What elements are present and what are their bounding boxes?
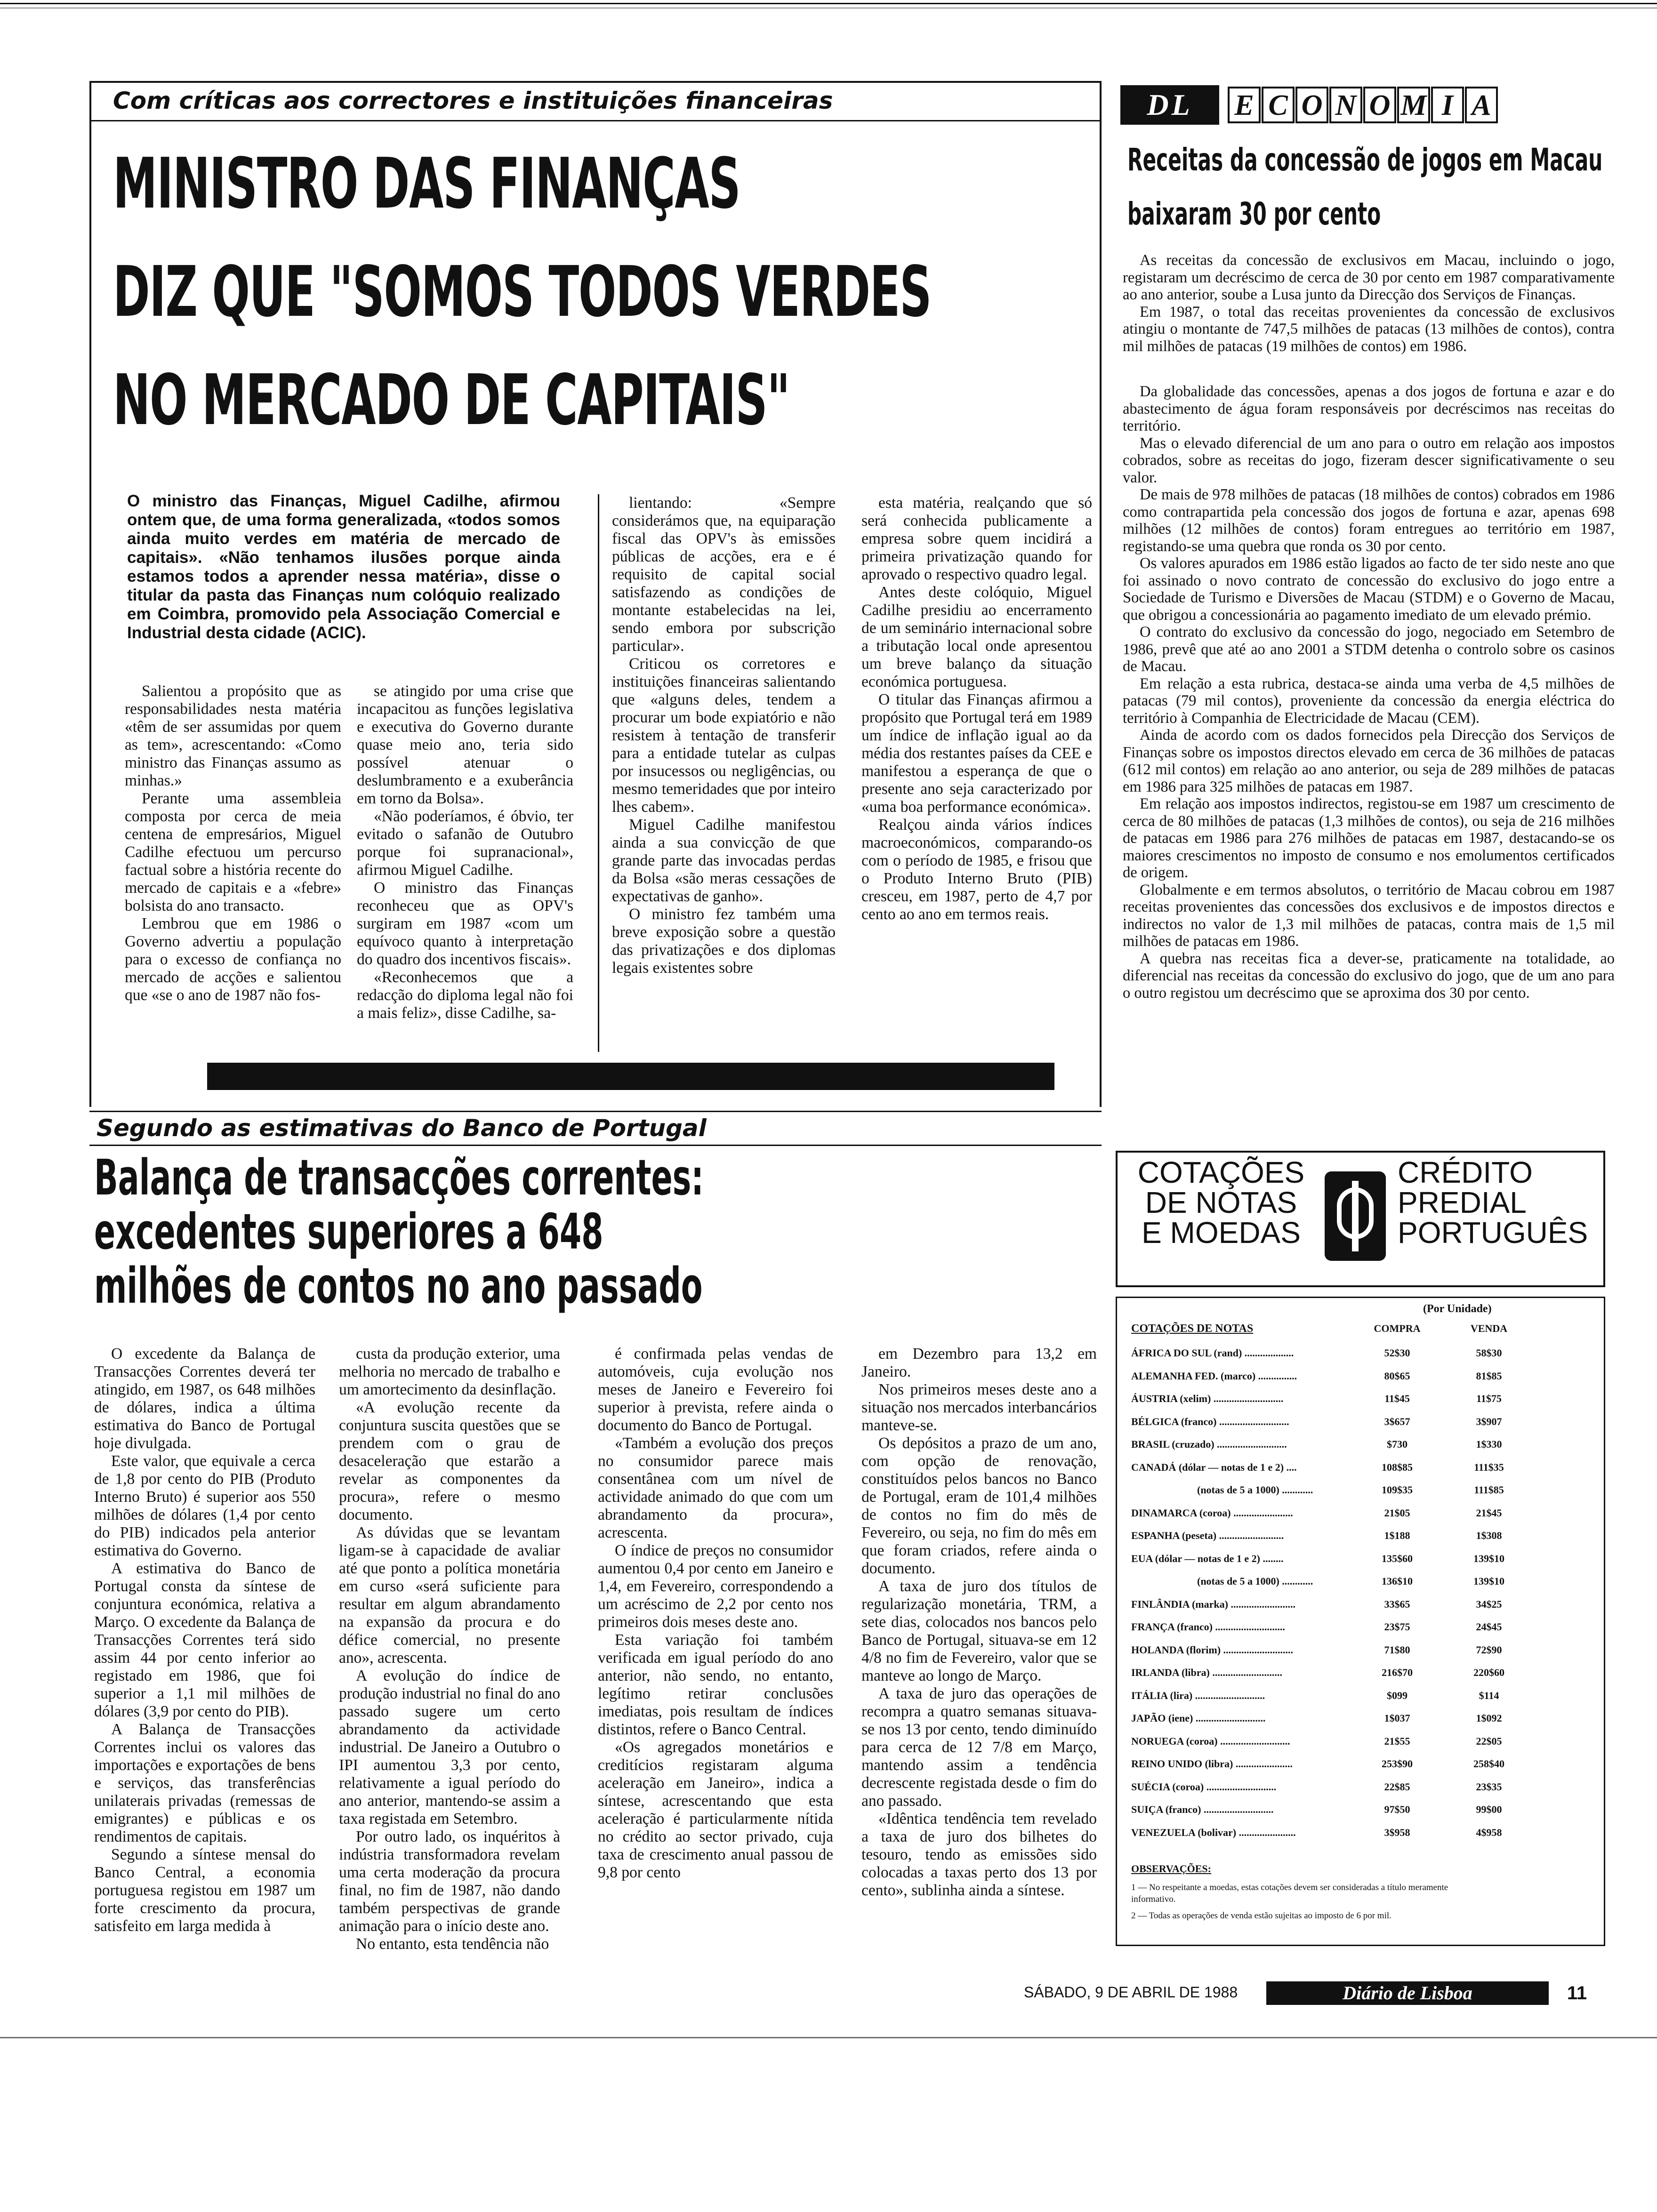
sell-rate: 11$75 (1476, 1393, 1502, 1404)
buy-rate: 52$30 (1384, 1347, 1410, 1359)
rate-row (1131, 1367, 1597, 1386)
balanca-top-rule (89, 1111, 1102, 1112)
paragraph: «A evolução recente da conjuntura suscita questões que se prendem com o grau de desaceleração que estarão a revelar as componentes da procura», refere o mesmo documento. (339, 1399, 560, 1523)
paragraph: A estimativa do Banco de Portugal consta da síntese de conjuntura económica, relativa a Março. O excedente da Balança de Transacções Correntes terá sido assim 44 por cento inferior ao registado em 1986, que foi superior a 1,1 mil milhões de dólares (3,9 por cento do PIB). (94, 1560, 315, 1720)
bank-name-line: PORTUGUÊS (1398, 1216, 1588, 1250)
currency-name: ITÁLIA (lira) ........................... (1131, 1689, 1265, 1701)
section-letter: C (1262, 87, 1295, 123)
sell-rate: 111$35 (1474, 1461, 1504, 1473)
paragraph: é confirmada pelas vendas de automóveis, cuja evolução nos meses de Janeiro e Fevereiro foi superior à prevista, refere ainda o documento do Banco de Portugal. (598, 1345, 833, 1434)
paragraph: lientando: «Sempre considerámos que, na equiparação fiscal das OPV's às emissões públicas de acções, era e é requisito de capital social satisfazendo as condições de montante estabelecidas na lei, sendo embora por subscrição particular». (612, 494, 836, 655)
paragraph: Salientou a propósito que as responsabilidades nesta matéria «têm de ser assumidas por quem as tem», acrescentando: «Como ministro das Finanças assumo as minhas.» (125, 682, 341, 789)
currency-name: (notas de 5 a 1000) ............ (1197, 1484, 1313, 1496)
rate-row (1131, 1458, 1597, 1477)
buy-rate: 3$657 (1384, 1415, 1410, 1427)
paragraph: se atingido por uma crise que incapacitou as funções legislativa e executiva do Governo durante quase meio ano, teria sido possível atenuar o deslumbramento e a exuberância em torno da Bolsa». (357, 682, 573, 807)
balanca-headline-line-3: milhões de contos no ano passado (94, 1257, 703, 1314)
buy-rate: 21$55 (1384, 1735, 1410, 1747)
buy-rate: $730 (1387, 1438, 1408, 1450)
paragraph: «Os agregados monetários e creditícios registaram alguma aceleração em Janeiro», indica a síntese, acrescentando que esta aceleração é particularmente nítida no crédito ao sector privado, cuja taxa de crescimento anual passou de 9,8 por cento (598, 1739, 833, 1881)
rate-row (1131, 1618, 1597, 1636)
buy-rate: 1$188 (1384, 1530, 1410, 1541)
paragraph: O índice de preços no consumidor aumentou 0,4 por cento em Janeiro e 1,4, em Fevereiro, correspondendo a um acréscimo de 2,2 por cento nos primeiros dois meses deste ano. (598, 1542, 833, 1631)
currency-name: FINLÂNDIA (marka) ......................... (1131, 1598, 1295, 1610)
paragraph: «Reconhecemos que a redacção do diploma legal não foi a mais feliz», disse Cadilhe, sa- (357, 969, 573, 1022)
kicker-underline (89, 120, 1102, 121)
paragraph: «Também a evolução dos preços no consumidor parece mais consentânea com um nível de actividade animado do que com um abrandamento da procura», acrescenta. (598, 1435, 833, 1541)
cotacoes-title (1127, 1157, 1315, 1248)
bank-logo-icon (1325, 1171, 1386, 1261)
buy-rate: 135$60 (1382, 1552, 1413, 1564)
cotacoes-title-line: E MOEDAS (1142, 1216, 1301, 1250)
rate-row (1131, 1663, 1597, 1682)
cotacoes-title-line: COTAÇÕES (1137, 1155, 1305, 1189)
page-number: 11 (1567, 1983, 1587, 2004)
rates-unit: (Por Unidade) (1423, 1303, 1492, 1315)
sell-rate: 34$25 (1476, 1598, 1502, 1610)
paragraph: Este valor, que equivale a cerca de 1,8 por cento do PIB (Produto Interno Bruto) é superior aos 550 milhões de dólares (1,4 por cento do PIB) indicados pela anterior estimativa do Governo. (94, 1452, 315, 1559)
paragraph: Os depósitos a prazo de um ano, com opção de renovação, constituídos pelos bancos no Banco de Portugal, eram de 101,4 milhões de contos no fim do mês de Fevereiro, ou seja, no fim do mês em que foram criados, refere ainda o documento. (861, 1435, 1097, 1577)
rate-row (1131, 1572, 1597, 1591)
balanca-col-4 (861, 1345, 1097, 1899)
paragraph: em Dezembro para 13,2 em Janeiro. (861, 1345, 1097, 1380)
paragraph: Ainda de acordo com os dados fornecidos pela Direcção dos Serviços de Finanças sobre os impostos directos elevado em cerca de 36 milhões de patacas (612 mil contos) em relação ao ano anterior, ou seja de 289 milhões de patacas em 1986 para 325 milhões de patacas em 1987. (1123, 727, 1615, 795)
paragraph: Por outro lado, os inquéritos à indústria transformadora revelam uma certa moderação da procura final, no fim de 1987, não dando também perspectivas de grande animação para o início deste ano. (339, 1828, 560, 1935)
section-letter: M (1397, 87, 1430, 123)
paragraph: «Idêntica tendência tem revelado a taxa de juro dos bilhetes do tesouro, tendo as emissões sido colocadas a taxas perto dos 13 por cento», sublinha ainda a síntese. (861, 1810, 1097, 1899)
main-headline-line-3: NO MERCADO DE CAPITAIS" (113, 360, 790, 441)
currency-name: SUÉCIA (coroa) ........................... (1131, 1780, 1277, 1793)
sell-rate: $114 (1479, 1689, 1499, 1701)
buy-rate: 80$65 (1384, 1370, 1410, 1382)
buy-rate: 3$958 (1384, 1826, 1410, 1838)
observacao: 1 — No respeitante a moedas, estas cotações devem ser consideradas a título meramente informativo. (1131, 1883, 1448, 1904)
paragraph: De mais de 978 milhões de patacas (18 milhões de contos) cobrados em 1986 como contrapartida pela concessão dos jogos de fortuna e azar, apenas 698 milhões (12 milhões de contos) foram entregues ao território em 1987, registando-se uma quebra que ronda os 30 por cento. (1123, 486, 1615, 555)
paragraph: O ministro das Finanças reconheceu que as OPV's surgiram em 1987 «com um equívoco quanto à interpretação do quadro dos incentivos fiscais». (357, 879, 573, 968)
main-col-4 (861, 494, 1092, 923)
sell-rate: 24$45 (1476, 1621, 1502, 1633)
rate-row (1131, 1412, 1597, 1431)
paragraph: As dúvidas que se levantam ligam-se à capacidade de avaliar até que ponto a política monetária em curso «será suficiente para resultar em algum abrandamento na expansão da procura e do défice comercial, no presente ano», acrescenta. (339, 1524, 560, 1667)
paragraph: custa da produção exterior, uma melhoria no mercado de trabalho e um amortecimento da desinflação. (339, 1345, 560, 1398)
paragraph: As receitas da concessão de exclusivos em Macau, incluindo o jogo, registaram um decréscimo de cerca de 30 por cento em 1987 comparativamente ao ano anterior, soube a Lusa junto da Direcção dos Serviços de Finanças. (1123, 252, 1615, 303)
main-headline-line-2: DIZ QUE "SOMOS TODOS VERDES (113, 251, 932, 332)
economia-banner (1120, 84, 1610, 126)
currency-name: FRANÇA (franco) ........................... (1131, 1621, 1285, 1633)
main-lead: O ministro das Finanças, Miguel Cadilhe, afirmou ontem que, de uma forma generalizada, «todos somos ainda muito verdes em matéria de mercado de capitais». «Não tenhamos ilusões porque ainda estamos todos a aprender nessa matéria», disse o titular da pasta das Finanças num colóquio realizado em Coimbra, promovido pela Associação Comercial e Industrial desta cidade (ACIC). (127, 492, 560, 642)
sell-rate: 1$308 (1476, 1530, 1502, 1541)
currency-name: HOLANDA (florim) ........................... (1131, 1643, 1294, 1656)
black-bar (207, 1063, 1054, 1090)
rates-header-buy: COMPRA (1374, 1322, 1421, 1334)
buy-rate: 71$80 (1384, 1643, 1410, 1656)
bottom-border (0, 2037, 1657, 2038)
paragraph: Miguel Cadilhe manifestou ainda a sua convicção de que grande parte das invocadas perdas da Bolsa «são meras cessações de expectativas de ganho». (612, 816, 836, 905)
rate-row (1131, 1549, 1597, 1568)
paragraph: Lembrou que em 1986 o Governo advertiu a população para o excesso de confiança no mercado de acções e salientou que «se o ano de 1987 não fos- (125, 915, 341, 1004)
buy-rate: $099 (1387, 1689, 1408, 1701)
buy-rate: 11$45 (1384, 1393, 1410, 1404)
balanca-col-2 (339, 1345, 560, 1953)
buy-rate: 1$037 (1384, 1712, 1410, 1724)
paragraph: Os valores apurados em 1986 estão ligados ao facto de ter sido neste ano que foi assinado o novo contrato de concessão do exclusivo do jogo entre a Sociedade de Turismo e Diversões de Macau (STDM) e o Governo de Macau, que obrigou a concessionária ao pagamento imediato de um elevado prémio. (1123, 555, 1615, 624)
sell-rate: 99$00 (1476, 1803, 1502, 1815)
main-col-1 (125, 682, 341, 1004)
currency-name: (notas de 5 a 1000) ............ (1197, 1575, 1313, 1587)
main-col-2 (357, 682, 573, 1022)
economia-section-title (1228, 87, 1498, 123)
paragraph: A Balança de Transacções Correntes inclui os valores das importações e exportações de bens e serviços, das transferências unilaterais privadas (remessas de emigrantes) e públicas e os rendimentos de capitais. (94, 1721, 315, 1845)
buy-rate: 108$85 (1382, 1461, 1413, 1473)
rates-table-box (1116, 1297, 1605, 1946)
paragraph: A taxa de juro dos títulos de regularização monetária, TRM, a sete dias, colocados nos bancos pelo Banco de Portugal, situava-se em 12 4/8 no fim de Fevereiro, valor que se manteve ao longo de Março. (861, 1578, 1097, 1684)
currency-name: IRLANDA (libra) ........................... (1131, 1667, 1282, 1678)
sell-rate: 111$85 (1474, 1484, 1504, 1496)
rate-row (1131, 1595, 1597, 1614)
sell-rate: 220$60 (1473, 1667, 1504, 1678)
buy-rate: 23$75 (1384, 1621, 1410, 1633)
section-letter: O (1363, 87, 1396, 123)
paragraph: Em 1987, o total das receitas provenientes da concessão de exclusivos atingiu o montante de 747,5 milhões de patacas (13 milhões de contos), contra mil milhões de patacas (19 milhões de contos) em 1986. (1123, 303, 1615, 355)
sell-rate: 258$40 (1473, 1758, 1504, 1770)
section-letter: N (1329, 87, 1362, 123)
currency-name: REINO UNIDO (libra) ...................... (1131, 1758, 1293, 1770)
paragraph: Em relação aos impostos indirectos, registou-se em 1987 um crescimento de cerca de 80 milhões de patacas (1,3 milhões de contos), ou seja de 216 milhões de patacas em 1986 para 276 milhões de patacas em 1987, destacando-se os maiores crescimentos no imposto de consumo e nos emolumentos certificados de origem. (1123, 795, 1615, 881)
bank-name-line: PREDIAL (1398, 1186, 1527, 1219)
section-letter: E (1228, 87, 1261, 123)
buy-rate: 253$90 (1382, 1758, 1413, 1770)
paragraph: A quebra nas receitas fica a dever-se, praticamente na totalidade, ao diferencial nas receitas da concessão do exclusivo do jogo, que de um ano para o outro registou um decréscimo que se aproxima dos 30 por cento. (1123, 950, 1615, 1002)
buy-rate: 22$85 (1384, 1780, 1410, 1793)
rate-row (1131, 1686, 1597, 1705)
balanca-headline (94, 1151, 1083, 1330)
currency-name: DINAMARCA (coroa) ....................... (1131, 1507, 1293, 1519)
currency-name: JAPÃO (iene) ........................... (1131, 1712, 1266, 1724)
paragraph: Esta variação foi também verificada em igual período do ano anterior, não sendo, no entanto, legítimo retirar conclusões imediatas, pois resultam de índices distintos, refere o Banco Central. (598, 1631, 833, 1738)
paragraph: Nos primeiros meses deste ano a situação nos mercados interbancários manteve-se. (861, 1381, 1097, 1434)
observacao: 2 — Todas as operações de venda estão sujeitas ao imposto de 6 por mil. (1131, 1911, 1392, 1921)
rate-row (1131, 1732, 1597, 1751)
paragraph: Criticou os corretores e instituições financeiras salientando que «alguns deles, tendem a procurar um bode expiatório e não resistem à tentação de transferir para a entidade tutelar as culpas por insucessos ou negligências, ou mesmo temeridades que por inteiro lhes cabem». (612, 655, 836, 816)
section-letter: A (1465, 87, 1498, 123)
economia-headline-line-1: Receitas da concessão de jogos em Macau (1127, 142, 1603, 178)
rate-row (1131, 1389, 1597, 1408)
paragraph: Em relação a esta rubrica, destaca-se ainda uma verba de 4,5 milhões de patacas (79 mil contos), proveniente da concessão da energia eléctrica do território à Companhia de Electricidade de Macau (CEM). (1123, 675, 1615, 727)
buy-rate: 136$10 (1382, 1575, 1413, 1587)
observacoes-title: OBSERVAÇÕES: (1131, 1863, 1211, 1875)
rate-row (1131, 1709, 1597, 1728)
paragraph: «Não poderíamos, é óbvio, ter evitado o safanão de Outubro porque foi supranacional», afirmou Miguel Cadilhe. (357, 808, 573, 879)
currency-name: ALEMANHA FED. (marco) ............... (1131, 1370, 1297, 1382)
rate-row (1131, 1800, 1597, 1819)
main-headline (113, 132, 1092, 471)
economia-headline-line-2: baixaram 30 por cento (1127, 196, 1381, 232)
section-letter: I (1431, 87, 1464, 123)
bank-name (1398, 1157, 1588, 1248)
paragraph: Globalmente e em termos absolutos, o território de Macau cobrou em 1987 receitas provenientes das concessões dos exclusivos e de impostos directos e indirectos no valor de 1,3 mil milhões de patacas, contra mais de 1,5 mil milhões de patacas em 1986. (1123, 881, 1615, 950)
currency-name: ÁFRICA DO SUL (rand) ................... (1131, 1347, 1294, 1359)
rate-row (1131, 1778, 1597, 1796)
rates-table (1131, 1319, 1597, 1846)
paragraph: O contrato do exclusivo da concessão do jogo, negociado em Setembro de 1986, prevê que até ao ano 2001 a STDM detenha o controlo sobre os casinos de Macau. (1123, 624, 1615, 675)
buy-rate: 21$05 (1384, 1507, 1410, 1519)
paragraph: Antes deste colóquio, Miguel Cadilhe presidiu ao encerramento de um seminário internacional sobre a tributação local onde apresentou um breve balanço da situação económica portuguesa. (861, 584, 1092, 690)
paragraph: esta matéria, realçando que só será conhecida publicamente a empresa sobre quem incidirá a primeira privatização quando for aprovado o respectivo quadro legal. (861, 494, 1092, 583)
cotacoes-ad (1116, 1151, 1605, 1287)
paragraph: No entanto, esta tendência não (356, 1935, 549, 1953)
currency-name: SUIÇA (franco) ........................... (1131, 1803, 1274, 1815)
sell-rate: 3$907 (1476, 1415, 1502, 1427)
balanca-kicker-rule (89, 1145, 1102, 1146)
paragraph: A taxa de juro das operações de recompra a quatro semanas situava-se nos 13 por cento, tendo diminuído para cerca de 12 7/8 em Março, mantendo assim a tendência decrescente registada desde o fim do ano passado. (861, 1685, 1097, 1810)
top-border (0, 3, 1657, 4)
balanca-headline-line-1: Balança de transacções correntes: (94, 1149, 704, 1206)
currency-name: CANADÁ (dólar — notas de 1 e 2) .... (1131, 1461, 1297, 1473)
currency-name: BRASIL (cruzado) ........................... (1131, 1438, 1287, 1450)
balanca-headline-line-2: excedentes superiores a 648 (94, 1203, 603, 1260)
buy-rate: 97$50 (1384, 1803, 1410, 1815)
currency-name: BÉLGICA (franco) ........................... (1131, 1415, 1289, 1427)
rate-row (1131, 1504, 1597, 1523)
balanca-kicker: Segundo as estimativas do Banco de Portugal (97, 1114, 707, 1142)
paragraph: O excedente da Balança de Transacções Correntes deverá ter atingido, em 1987, os 648 milhões de dólares, indica a última estimativa do Banco de Portugal hoje divulgada. (94, 1345, 315, 1452)
col-divider (598, 494, 599, 1052)
sell-rate: 21$45 (1476, 1507, 1502, 1519)
cotacoes-title-line: DE NOTAS (1145, 1186, 1297, 1219)
sell-rate: 72$90 (1476, 1643, 1502, 1656)
buy-rate: 216$70 (1382, 1667, 1413, 1678)
currency-name: VENEZUELA (bolivar) ...................... (1131, 1826, 1296, 1838)
rates-header-name: COTAÇÕES DE NOTAS (1131, 1322, 1254, 1335)
main-headline-line-1: MINISTRO DAS FINANÇAS (113, 143, 740, 224)
sell-rate: 139$10 (1473, 1575, 1504, 1587)
sell-rate: 23$35 (1476, 1780, 1502, 1793)
paragraph: Da globalidade das concessões, apenas a dos jogos de fortuna e azar e do abastecimento de água foram responsáveis por decréscimos nas receitas do território. (1123, 383, 1615, 434)
sell-rate: 4$958 (1476, 1826, 1502, 1838)
rate-row (1131, 1526, 1597, 1545)
balanca-col-1 (94, 1345, 315, 1935)
section-letter: O (1295, 87, 1328, 123)
main-col-3 (612, 494, 836, 977)
buy-rate: 33$65 (1384, 1598, 1410, 1610)
sell-rate: 1$330 (1476, 1438, 1502, 1450)
bank-name-line: CRÉDITO (1398, 1155, 1533, 1189)
paragraph: Mas o elevado diferencial de um ano para o outro em relação aos impostos cobrados, sobre as receitas do jogo, fizeram descer significativamente o seu valor. (1123, 434, 1615, 486)
economia-headline (1127, 136, 1626, 249)
rate-row (1131, 1641, 1597, 1659)
economia-body (1123, 252, 1615, 1002)
main-kicker: Com críticas aos correctores e instituições financeiras (113, 87, 833, 114)
rate-row (1131, 1481, 1597, 1499)
rate-row (1131, 1755, 1597, 1773)
buy-rate: 109$35 (1382, 1484, 1413, 1496)
paragraph: O titular das Finanças afirmou a propósito que Portugal terá em 1989 um índice de inflação igual ao da média dos restantes países da CEE e manifestou a esperança de que o presente ano seja caracterizado por «uma boa performance económica». (861, 691, 1092, 816)
sell-rate: 81$85 (1476, 1370, 1502, 1382)
currency-name: NORUEGA (coroa) ........................... (1131, 1735, 1290, 1747)
sell-rate: 58$30 (1476, 1347, 1502, 1359)
rate-row (1131, 1344, 1597, 1362)
rates-header-sell: VENDA (1470, 1322, 1508, 1334)
sell-rate: 139$10 (1473, 1552, 1504, 1564)
footer-masthead: Diário de Lisboa (1266, 1981, 1549, 2005)
rate-row (1131, 1823, 1597, 1842)
balanca-col-3 (598, 1345, 833, 1882)
paragraph: Realçou ainda vários índices macroeconómicos, comparando-os com o período de 1985, e frisou que o Produto Interno Bruto (PIB) cresceu, em 1987, perto de 4,7 por cento ao ano em termos reais. (861, 816, 1092, 923)
paragraph: O ministro fez também uma breve exposição sobre a questão das privatizações e dos diplomas legais existentes sobre (612, 906, 836, 977)
dl-mark: DL (1120, 85, 1219, 125)
currency-name: ÁUSTRIA (xelim) ........................... (1131, 1393, 1284, 1404)
rate-row (1131, 1435, 1597, 1454)
currency-name: EUA (dólar — notas de 1 e 2) ........ (1131, 1552, 1284, 1564)
rates-header (1131, 1319, 1597, 1338)
paragraph: Segundo a síntese mensal do Banco Central, a economia portuguesa registou em 1987 um forte crescimento da procura, satisfeito em larga medida à (94, 1846, 315, 1935)
sell-rate: 1$092 (1476, 1712, 1502, 1724)
sell-rate: 22$05 (1476, 1735, 1502, 1747)
footer-date: SÁBADO, 9 DE ABRIL DE 1988 (1024, 1984, 1238, 2001)
currency-name: ESPANHA (peseta) ......................... (1131, 1530, 1284, 1541)
paragraph: Perante uma assembleia composta por cerca de meia centena de empresários, Miguel Cadilhe efectuou um percurso factual sobre a história recente do mercado de capitais e a «febre» bolsista do ano transacto. (125, 790, 341, 914)
paragraph: A evolução do índice de produção industrial no final do ano passado sugere um certo abrandamento da actividade industrial. De Janeiro a Outubro o IPI aumentou 3,3 por cento, relativamente a igual período do ano anterior, mantendo-se assim a taxa registada em Setembro. (339, 1667, 560, 1827)
